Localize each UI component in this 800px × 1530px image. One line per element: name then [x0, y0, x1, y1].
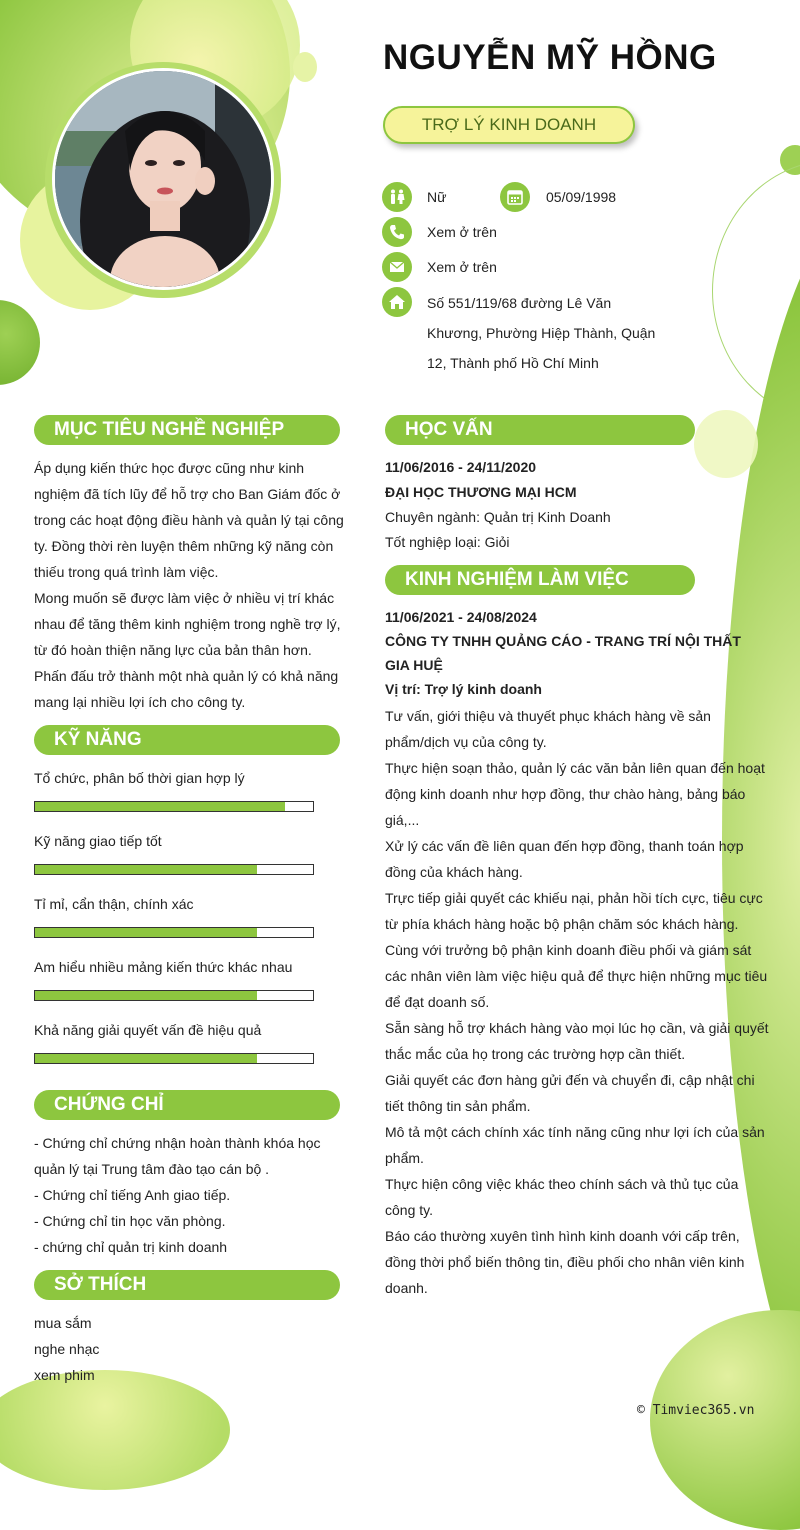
- duty-item: Mô tả một cách chính xác tính năng cũng như lợi ích của sản phẩm.: [385, 1124, 765, 1166]
- skill-bar: [34, 990, 314, 1001]
- address-value: Số 551/119/68 đường Lê Văn Khương, Phường Hiệp Thành, Quận 12, Thành phố Hồ Chí Minh: [427, 295, 656, 371]
- skill-label: Tỉ mỉ, cẩn thận, chính xác: [34, 896, 194, 912]
- email-value: Xem ở trên: [427, 259, 497, 275]
- job-title: TRỢ LÝ KINH DOANH: [421, 115, 597, 134]
- duty-item: Trực tiếp giải quyết các khiếu nại, phản hồi tích cực, tiêu cực từ phía khách hàng hoặc bộ phận chăm sóc khách hàng.: [385, 890, 763, 932]
- decor-blob-left: [0, 300, 40, 385]
- home-icon: [382, 287, 412, 317]
- experience-period: 11/06/2021 - 24/08/2024: [385, 609, 537, 625]
- avatar: [52, 68, 274, 290]
- skill-label: Tổ chức, phân bố thời gian hợp lý: [34, 770, 245, 786]
- education-block: [385, 455, 775, 555]
- hobbies-list: [34, 1310, 234, 1388]
- skill-bar: [34, 927, 314, 938]
- duty-item: Sẵn sàng hỗ trợ khách hàng vào mọi lúc họ cần, và giải quyết thắc mắc của họ trong các trường hợp cần thiết.: [385, 1020, 769, 1062]
- certificate-item: - Chứng chỉ chứng nhận hoàn thành khóa học quản lý tại Trung tâm đào tạo cán bộ .: [34, 1135, 321, 1177]
- skill-bar-fill: [35, 802, 285, 811]
- gender-value: Nữ: [427, 189, 447, 205]
- duty-item: Giải quyết các đơn hàng gửi đến và chuyển đi, cập nhật chi tiết thông tin sản phẩm.: [385, 1072, 755, 1114]
- job-title-badge: [383, 106, 635, 144]
- skill-bar: [34, 801, 314, 812]
- duty-item: Cùng với trưởng bộ phận kinh doanh điều phối và giám sát các nhân viên làm việc hiệu quả để thực hiện những mục tiêu để đạt doanh số.: [385, 942, 768, 1010]
- footer-copyright[interactable]: © Timviec365.vn: [637, 1403, 755, 1418]
- email-icon: [382, 252, 412, 282]
- duty-item: Tư vấn, giới thiệu và thuyết phục khách hàng về sản phẩm/dịch vụ của công ty.: [385, 708, 711, 750]
- phone-icon: [382, 217, 412, 247]
- duty-item: Xử lý các vấn đề liên quan đến hợp đồng, thanh toán hợp đồng của khách hàng.: [385, 838, 744, 880]
- experience-position: Vị trí: Trợ lý kinh doanh: [385, 681, 542, 697]
- education-grade: Tốt nghiệp loại: Giỏi: [385, 534, 510, 550]
- section-header-experience: KINH NGHIỆM LÀM VIỆC: [385, 565, 695, 595]
- decor-dot-top: [293, 52, 317, 82]
- calendar-icon: [500, 182, 530, 212]
- skill-bar-fill: [35, 865, 257, 874]
- objective-paragraph: Mong muốn sẽ được làm việc ở nhiều vị trí khác nhau để tăng thêm kinh nghiệm trong nghề trợ lý, từ đó hoàn thiện năng lực của bản thân hơn.: [34, 590, 341, 658]
- certificates-list: [34, 1130, 334, 1260]
- section-header-objective: MỤC TIÊU NGHỀ NGHIỆP: [34, 415, 340, 445]
- objective-text: [34, 455, 344, 715]
- duty-item: Báo cáo thường xuyên tình hình kinh doanh với cấp trên, đồng thời phổ biến thông tin, điều phối cho nhân viên kinh doanh.: [385, 1228, 745, 1296]
- experience-company: CÔNG TY TNHH QUẢNG CÁO - TRANG TRÍ NỘI THẤT GIA HUỆ: [385, 633, 741, 673]
- education-major: Chuyên ngành: Quản trị Kinh Doanh: [385, 509, 611, 525]
- experience-duties: [385, 703, 770, 1301]
- decor-blob-bottom-left: [0, 1370, 230, 1490]
- duty-item: Thực hiện soạn thảo, quản lý các văn bản liên quan đến hoạt động kinh doanh như hợp đồng, thư chào hàng, bảng báo giá,...: [385, 760, 765, 828]
- experience-header: [385, 605, 765, 701]
- hobby-item: nghe nhạc: [34, 1341, 100, 1357]
- skill-bar: [34, 1053, 314, 1064]
- certificate-item: - chứng chỉ quản trị kinh doanh: [34, 1239, 228, 1255]
- birthday-value: 05/09/1998: [546, 189, 617, 205]
- certificate-item: - Chứng chỉ tiếng Anh giao tiếp.: [34, 1187, 231, 1203]
- section-header-skills: KỸ NĂNG: [34, 725, 340, 755]
- hobby-item: xem phim: [34, 1367, 95, 1383]
- phone-value: Xem ở trên: [427, 224, 497, 240]
- hobby-item: mua sắm: [34, 1315, 92, 1331]
- avatar-portrait-image: [55, 71, 274, 290]
- objective-paragraph: Phấn đấu trở thành một nhà quản lý có khả năng mang lại nhiều lợi ích cho công ty.: [34, 668, 339, 710]
- skill-bar-fill: [35, 991, 257, 1000]
- education-period: 11/06/2016 - 24/11/2020: [385, 459, 537, 475]
- objective-paragraph: Áp dụng kiến thức học được cũng như kinh nghiệm đã tích lũy để hỗ trợ cho Ban Giám đốc ở trong các hoạt động điều hành và quản lý tại công ty. Đồng thời rèn luyện thêm những kỹ năng còn thiếu trong quá trình làm việc.: [34, 460, 344, 580]
- section-header-hobbies: SỞ THÍCH: [34, 1270, 340, 1300]
- section-header-certificates: CHỨNG CHỈ: [34, 1090, 340, 1120]
- skill-label: Kỹ năng giao tiếp tốt: [34, 833, 162, 849]
- skill-bar: [34, 864, 314, 875]
- section-header-education: HỌC VẤN: [385, 415, 695, 445]
- gender-icon: [382, 182, 412, 212]
- skill-bar-fill: [35, 1054, 257, 1063]
- duty-item: Thực hiện công việc khác theo chính sách và thủ tục của công ty.: [385, 1176, 739, 1218]
- candidate-name: NGUYỄN MỸ HỒNG: [383, 38, 717, 77]
- decor-blob-bottom-right: [650, 1310, 800, 1530]
- skill-label: Khả năng giải quyết vấn đề hiệu quả: [34, 1022, 262, 1038]
- skill-bar-fill: [35, 928, 257, 937]
- certificate-item: - Chứng chỉ tin học văn phòng.: [34, 1213, 226, 1229]
- skill-label: Am hiểu nhiều mảng kiến thức khác nhau: [34, 959, 293, 975]
- education-school: ĐẠI HỌC THƯƠNG MẠI HCM: [385, 484, 577, 500]
